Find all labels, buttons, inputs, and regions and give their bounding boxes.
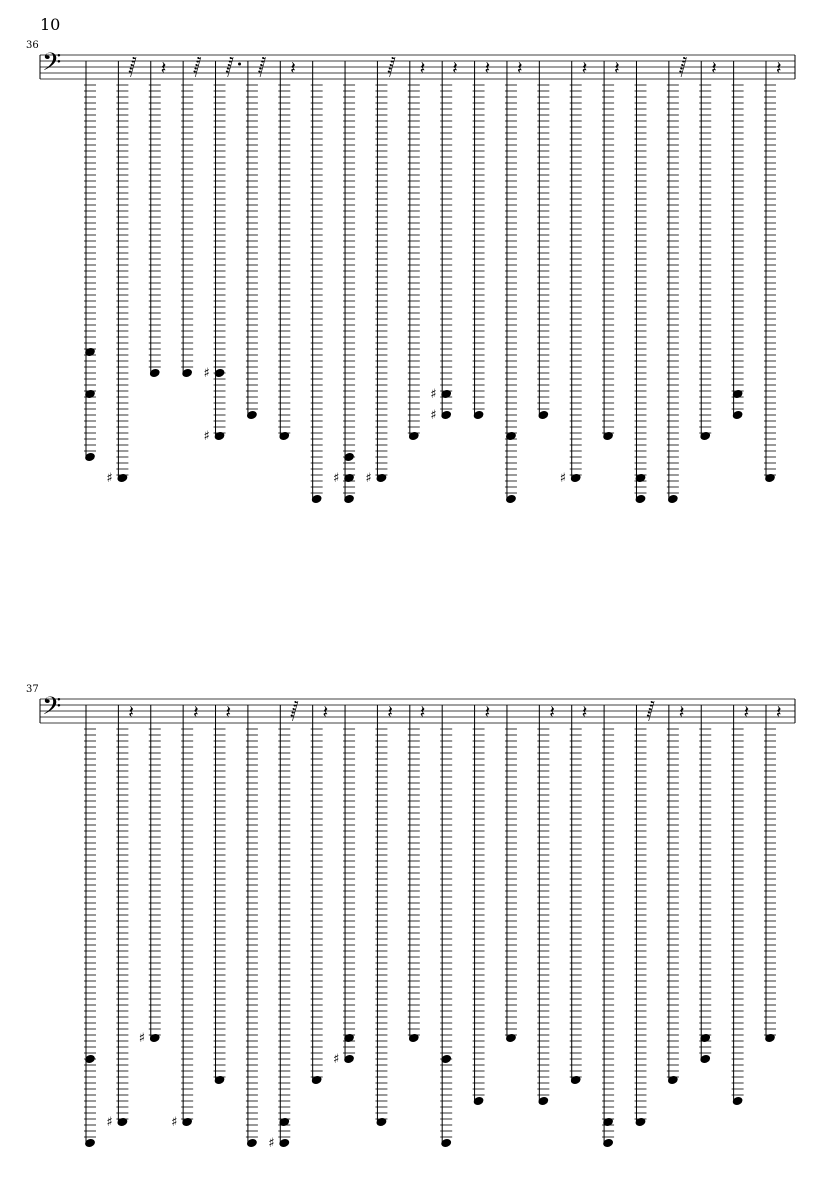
sharp-icon: ♯ <box>203 366 210 381</box>
quarter-rest-icon: 𝄽 <box>322 702 329 723</box>
short-rest-icon: 𝅂 <box>225 57 234 78</box>
quarter-rest-icon: 𝄽 <box>160 58 167 79</box>
quarter-rest-icon: 𝄽 <box>581 58 588 79</box>
staff-system-37 <box>26 684 795 1151</box>
quarter-rest-icon: 𝄽 <box>776 58 782 79</box>
sharp-icon: ♯ <box>106 471 113 486</box>
quarter-rest-icon: 𝄽 <box>419 702 426 723</box>
quarter-rest-icon: 𝄽 <box>452 58 458 79</box>
sharp-icon: ♯ <box>106 1115 113 1130</box>
quarter-rest-icon: 𝄽 <box>776 702 782 723</box>
short-rest-icon: 𝅂 <box>678 57 687 78</box>
sharp-icon: ♯ <box>559 471 567 486</box>
quarter-rest-icon: 𝄽 <box>516 58 523 79</box>
quarter-rest-icon: 𝄽 <box>549 702 555 723</box>
sharp-icon: ♯ <box>268 1136 275 1151</box>
sharp-icon: ♯ <box>365 471 372 486</box>
short-rest-icon: 𝅂 <box>290 701 299 722</box>
quarter-rest-icon: 𝄽 <box>193 702 199 723</box>
sharp-icon: ♯ <box>138 1031 146 1046</box>
quarter-rest-icon: 𝄽 <box>387 702 393 723</box>
sharp-icon: ♯ <box>430 408 437 423</box>
short-rest-icon: 𝅂 <box>257 57 266 78</box>
dot <box>238 63 241 66</box>
quarter-rest-icon: 𝄽 <box>419 58 426 79</box>
short-rest-icon: 𝅂 <box>193 57 202 78</box>
quarter-rest-icon: 𝄽 <box>225 702 232 723</box>
staff-system-36 <box>26 40 795 504</box>
bass-clef-icon: 𝄢 <box>42 692 62 727</box>
short-rest-icon: 𝅂 <box>128 57 137 78</box>
quarter-rest-icon: 𝄽 <box>743 702 750 723</box>
sharp-icon: ♯ <box>171 1115 178 1130</box>
short-rest-icon: 𝅂 <box>387 57 396 78</box>
sharp-icon: ♯ <box>203 429 210 444</box>
quarter-rest-icon: 𝄽 <box>614 58 620 79</box>
quarter-rest-icon: 𝄽 <box>678 702 685 723</box>
short-rest-icon: 𝅂 <box>646 701 655 722</box>
quarter-rest-icon: 𝄽 <box>581 702 588 723</box>
measure-number: 36 <box>26 40 39 51</box>
sharp-icon: ♯ <box>333 1052 340 1067</box>
sharp-icon: ♯ <box>333 471 340 486</box>
quarter-rest-icon: 𝄽 <box>290 58 296 79</box>
page-number: 10 <box>40 15 61 34</box>
quarter-rest-icon: 𝄽 <box>484 58 491 79</box>
measure-number: 37 <box>26 684 39 695</box>
quarter-rest-icon: 𝄽 <box>484 702 491 723</box>
bass-clef-icon: 𝄢 <box>42 48 62 83</box>
sharp-icon: ♯ <box>430 387 437 402</box>
quarter-rest-icon: 𝄽 <box>128 702 134 723</box>
quarter-rest-icon: 𝄽 <box>711 58 717 79</box>
